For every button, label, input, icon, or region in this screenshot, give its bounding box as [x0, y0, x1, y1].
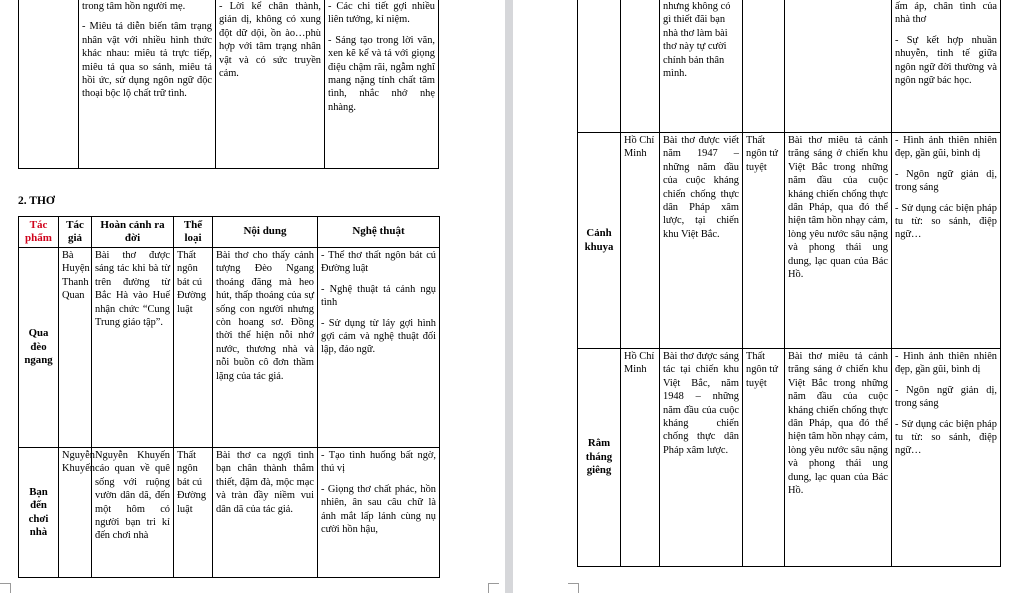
- context-cell: Bài thơ được sáng tác khi bà từ trên đường từ Bắc Hà vào Huế nhận chức “Cung Trung giáo tập”.: [92, 248, 174, 448]
- table-header-row: [19, 217, 440, 248]
- art-cell: - Hình ảnh thiên nhiên đẹp, gần gũi, bình dị - Ngôn ngữ giản dị, trong sáng - Sử dụng các biện pháp tu từ: so sánh, điệp ngữ…: [892, 349, 1001, 567]
- genre-cell: Thất ngôn tứ tuyệt: [743, 133, 785, 349]
- content-cell: Bài thơ ca ngợi tình bạn chân thành thắm thiết, đậm đà, mộc mạc và tràn đầy niềm vui dân dã của tác giả.: [213, 448, 318, 578]
- table-row: [19, 448, 440, 578]
- work-title: Bạn đến chơi nhà: [19, 448, 59, 578]
- header-author: Tác giả: [59, 217, 92, 248]
- work-title: Rằm tháng giêng: [578, 349, 621, 567]
- header-genre: Thể loại: [174, 217, 213, 248]
- art-cell: - Hình ảnh thiên nhiên đẹp, gần gũi, bình dị - Ngôn ngữ giản dị, trong sáng - Sử dụng các biện pháp tu từ: so sánh, điệp ngữ…: [892, 133, 1001, 349]
- document-page-right: [513, 0, 1024, 593]
- context-cell: Nguyễn Khuyến cáo quan về quê sống với ruộng vườn dân dã, đến một hôm có người bạn tri kỉ đến chơi nhà: [92, 448, 174, 578]
- crop-mark-bottom-left: [0, 583, 11, 593]
- prose-table-continued: [18, 0, 439, 169]
- header-content: Nội dung: [213, 217, 318, 248]
- genre-cell: Thất ngôn bát cú Đường luật: [174, 248, 213, 448]
- author-cell: Hồ Chí Minh: [621, 133, 660, 349]
- art-cell: - Thể thơ thất ngôn bát cú Đường luật - Nghệ thuật tả cảnh ngụ tình - Sử dụng từ láy gợi hình gợi cảm và nghệ thuật đối lập, đảo ngữ.: [318, 248, 440, 448]
- poetry-table: [18, 216, 440, 578]
- genre-cell: Thất ngôn tứ tuyệt: [743, 349, 785, 567]
- section-heading: 2. THƠ: [18, 195, 55, 207]
- crop-mark-bottom-right: [488, 583, 499, 593]
- art-cell: ấm áp, chân tình của nhà thơ - Sự kết hợp nhuần nhuyễn, tinh tế giữa ngôn ngữ đời thường và ngôn ngữ bác học.: [892, 0, 1001, 133]
- table-row: [19, 248, 440, 448]
- work-title: Qua đèo ngang: [19, 248, 59, 448]
- document-page-left: [0, 0, 505, 593]
- poetry-table-continued: [577, 0, 1001, 567]
- content-cell: Bài thơ miêu tả cảnh trăng sáng ở chiến khu Việt Bắc trong những năm đầu của cuộc kháng chiến chống thực dân Pháp, qua đó thể hiện tâm hồn nhạy cảm, lòng yêu nước sâu nặng và phong thái ung dung, lạc quan của Bác Hồ.: [785, 349, 892, 567]
- context-cell: Bài thơ được sáng tác tại chiến khu Việt Bắc, năm 1948 – những năm đầu của cuộc kháng chiến chống thực dân Pháp xâm lược.: [660, 349, 743, 567]
- table-row: [19, 0, 439, 169]
- content-cell: Bài thơ miêu tả cảnh trăng sáng ở chiến khu Việt Bắc trong những năm đầu của cuộc kháng chiến chống thực dân Pháp, qua đó thể hiện tâm hồn nhạy cảm, lòng yêu nước sâu nặng và phong thái ung dung, lạc quan của Bác Hồ.: [785, 133, 892, 349]
- art-cell: - Tạo tình huống bất ngờ, thú vị - Giọng thơ chất phác, hồn nhiên, ân sau câu chữ là ánh mắt lấp lánh cùng nụ cười hồn hậu,: [318, 448, 440, 578]
- author-cell: Hồ Chí Minh: [621, 349, 660, 567]
- content-cell: Bài thơ cho thấy cảnh tượng Đèo Ngang thoáng đãng mà heo hút, thấp thoáng của sự sống con người nhưng còn hoang sơ. Đồng thời thể hiện nỗi nhớ nước, thương nhà và nỗi buồn cô đơn thầm lặng của tác giả.: [213, 248, 318, 448]
- work-title: Cảnh khuya: [578, 133, 621, 349]
- header-art: Nghệ thuật: [318, 217, 440, 248]
- table-cell: trong tâm hồn người mẹ. - Miêu tả diễn biến tâm trạng nhân vật với nhiều hình thức khác nhau: miêu tả trực tiếp, miêu tả qua so sánh, miêu tả hồi ức, sử dụng ngôn ngữ độc thoại bộc lộ chất trữ tình.: [79, 0, 216, 169]
- context-cell: Bài thơ được viết năm 1947 – những năm đầu của cuộc kháng chiến chống thực dân Pháp xâm lược, tại chiến khu Việt Bắc.: [660, 133, 743, 349]
- page-gutter: [505, 0, 513, 593]
- author-cell: Bà Huyện Thanh Quan: [59, 248, 92, 448]
- table-cell: - Các chi tiết gợi nhiều liên tưởng, kỉ niệm. - Sáng tạo trong lời văn, xen kẽ kể và tả với giọng điệu chậm rãi, ngẫm nghĩ mang nặng tính chất tâm tình, nhắc nhở nhẹ nhàng.: [325, 0, 439, 169]
- header-work: Tác phẩm: [19, 217, 59, 248]
- header-context: Hoàn cảnh ra đời: [92, 217, 174, 248]
- table-cell: - Lời kể chân thành, giản dị, không có xung đột dữ dội, ồn ào…phù hợp với tâm trạng nhân vật và có sức truyền cảm.: [216, 0, 325, 169]
- author-cell: Nguyễn Khuyến: [59, 448, 92, 578]
- table-row: [578, 349, 1001, 567]
- context-cell: nhưng không có gì thiết đãi bạn nhà thơ làm bài thơ này tự cười chính bản thân mình.: [660, 0, 743, 133]
- table-row: [578, 133, 1001, 349]
- genre-cell: Thất ngôn bát cú Đường luật: [174, 448, 213, 578]
- table-row: [578, 0, 1001, 133]
- crop-mark-bottom-left: [568, 583, 579, 593]
